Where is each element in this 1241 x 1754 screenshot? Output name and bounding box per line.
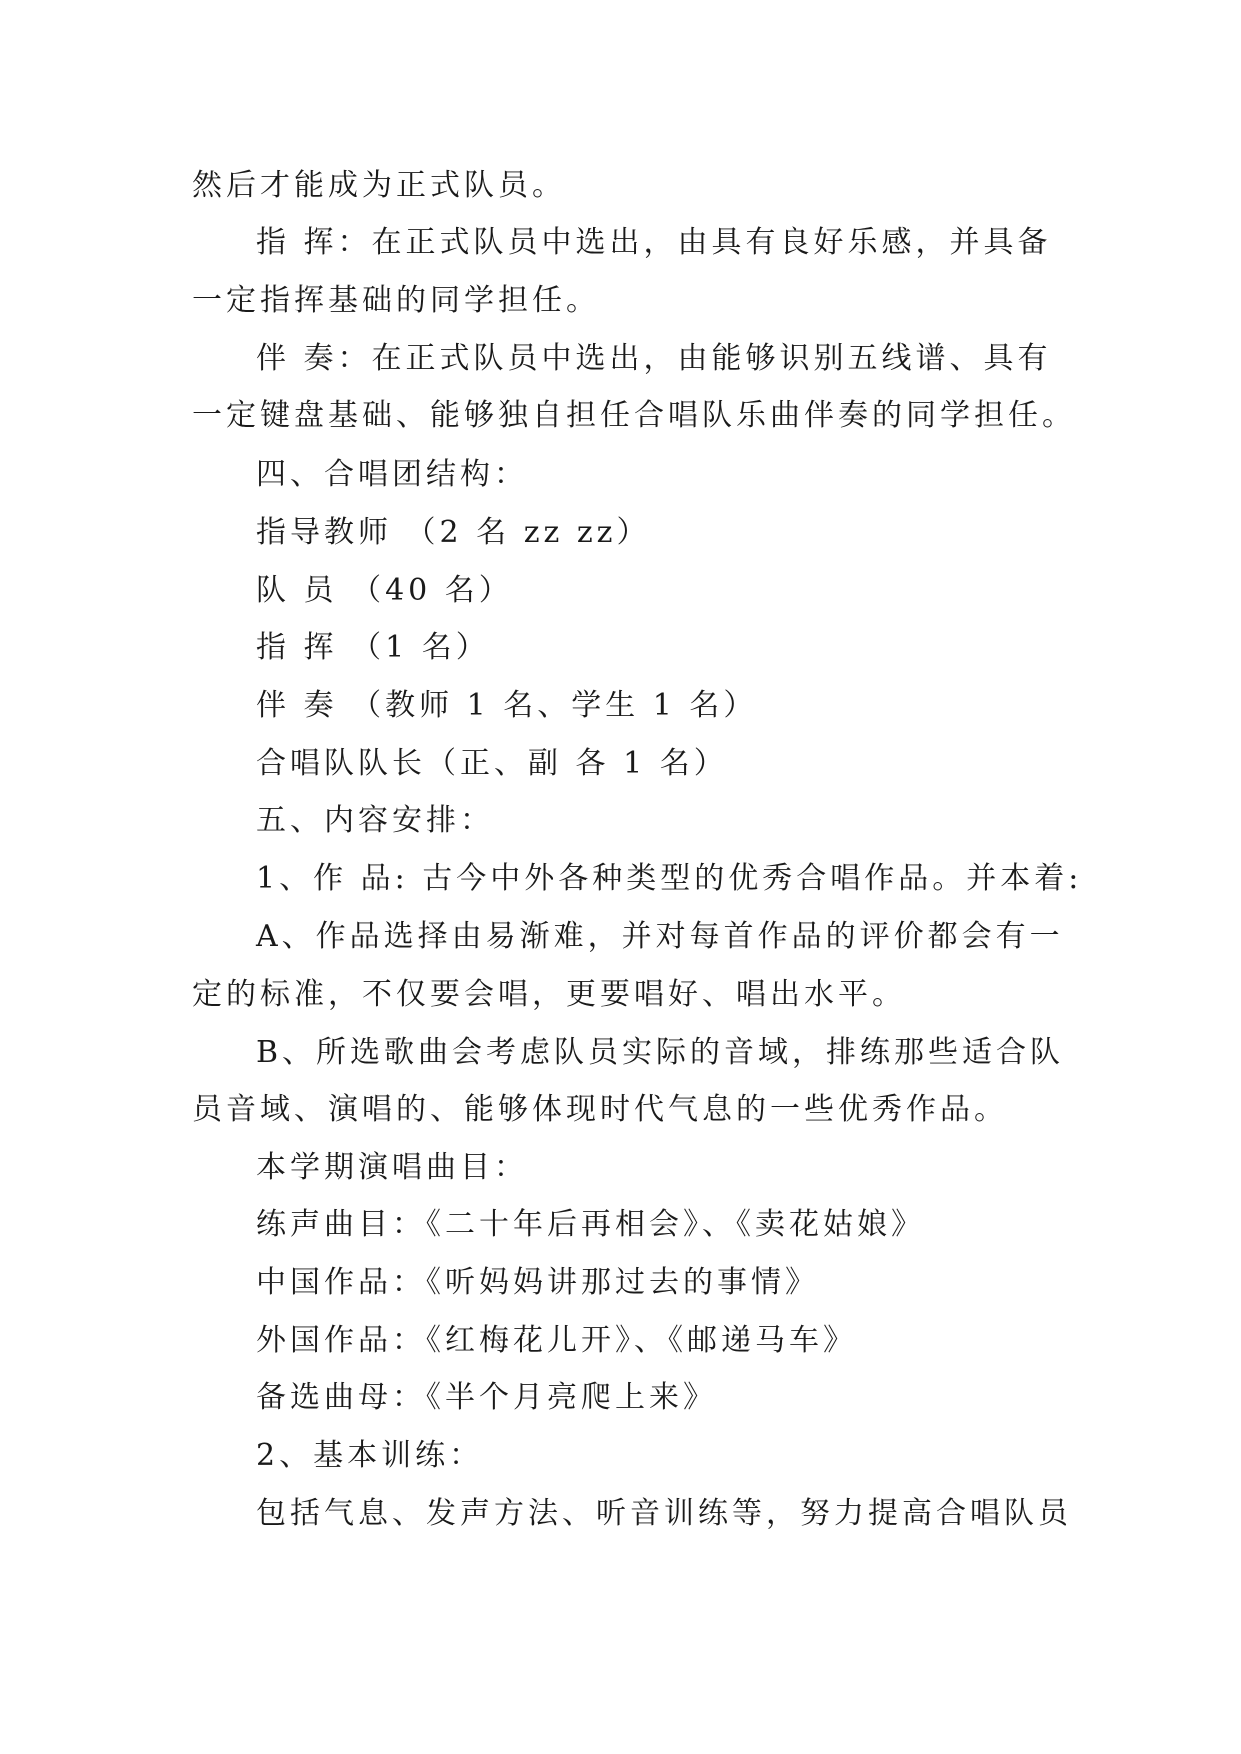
text-line: 包括气息、发声方法、听音训练等，努力提高合唱队员	[256, 1496, 1072, 1531]
text-line: 一定指挥基础的同学担任。	[192, 283, 600, 318]
text-line: 指导教师 （2 名 zz zz）	[256, 515, 651, 550]
text-line: 本学期演唱曲目：	[256, 1150, 528, 1185]
text-line: 备选曲母：《半个月亮爬上来》	[256, 1380, 717, 1415]
text-line: 伴 奏：在正式队员中选出，由能够识别五线谱、具有	[256, 341, 1052, 376]
text-line: 定的标准，不仅要会唱，更要唱好、唱出水平。	[192, 977, 906, 1012]
text-line: 中国作品：《听妈妈讲那过去的事情》	[256, 1265, 819, 1300]
text-line: 员音域、演唱的、能够体现时代气息的一些优秀作品。	[192, 1092, 1008, 1127]
text-line: 伴 奏 （教师 1 名、学生 1 名）	[256, 688, 758, 723]
text-line: A、作品选择由易渐难，并对每首作品的评价都会有一	[256, 919, 1064, 954]
text-line: 合唱队队长（正、副 各 1 名）	[256, 746, 728, 781]
text-line: 1、作 品: 古今中外各种类型的优秀合唱作品。并本着:	[256, 861, 1083, 896]
text-line: 2、基本训练：	[256, 1438, 484, 1473]
text-line: 练声曲目：《二十年后再相会》、《卖花姑娘》	[256, 1207, 925, 1242]
text-line: 指 挥：在正式队员中选出，由具有良好乐感，并具备	[256, 225, 1052, 260]
text-line: 指 挥 （1 名）	[256, 630, 490, 665]
text-line: 队 员 （40 名）	[256, 573, 513, 608]
text-line: 一定键盘基础、能够独自担任合唱队乐曲伴奏的同学担任。	[192, 398, 1076, 433]
section-heading: 四、合唱团结构：	[256, 457, 528, 492]
text-line: B、所选歌曲会考虑队员实际的音域，排练那些适合队	[256, 1035, 1065, 1070]
text-line: 外国作品：《红梅花儿开》、《邮递马车》	[256, 1323, 857, 1358]
section-heading: 五、内容安排：	[256, 803, 494, 838]
text-line: 然后才能成为正式队员。	[192, 168, 566, 203]
